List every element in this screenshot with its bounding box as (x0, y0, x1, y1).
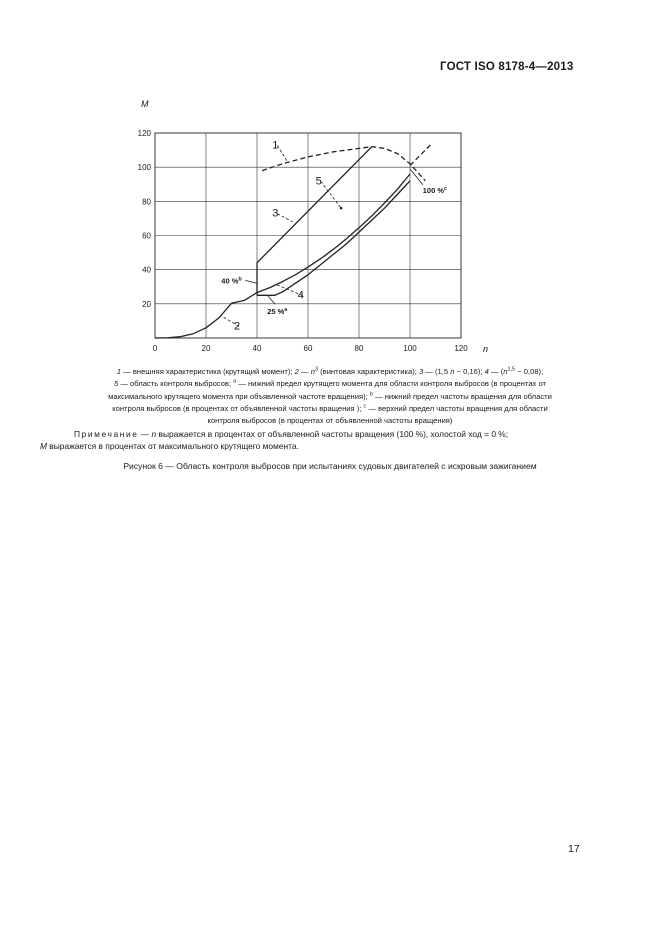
annotation-label (423, 186, 447, 195)
figure-caption: Рисунок 6 — Область контроля выбросов при испытаниях судовых двигателей с искровым зажиганием (123, 461, 537, 471)
document-header: ГОСТ ISO 8178-4—2013 (440, 61, 574, 73)
note-line2: M выражается в процентах от максимального крутящего момента. (40, 441, 299, 452)
y-tick-label: 100 (137, 163, 151, 173)
figure-note (40, 428, 620, 453)
annotation-label (221, 276, 242, 285)
annotation-text: 100 % (422, 185, 445, 195)
x-tick-label: 100 (403, 344, 417, 353)
x-tick-label: 0 (152, 344, 158, 353)
note-label: Примечание (74, 429, 139, 439)
annotation-text: 40 % (221, 276, 239, 286)
y-tick-label: 120 (137, 129, 151, 138)
annotation-label: 4 (297, 289, 304, 302)
series-line-3 (257, 147, 372, 263)
annotation-leader (277, 145, 287, 162)
annotation-leader (267, 295, 275, 304)
annotation-text: 25 % (267, 307, 285, 317)
y-tick-label: 80 (142, 197, 151, 207)
annotation-leader (277, 214, 292, 222)
page-number: 17 (568, 843, 580, 855)
figure-legend (40, 366, 620, 427)
x-tick-label: 40 (252, 344, 262, 353)
chart (0, 0, 661, 360)
x-tick-label: 60 (303, 344, 313, 353)
annotation-leader (245, 280, 257, 283)
legend-line: 1 — внешняя характеристика (крутящий момент); 2 — $n^3$ (винтовая характеристика); 3 — (1,5 n − 0,16); 4 — $(n^{1,5} - 0,08)$; (116, 366, 544, 376)
annotation-label: 5 (315, 175, 322, 188)
x-tick-label: 80 (354, 344, 364, 353)
legend-line: контроля выбросов (в процентах от объявленной частоты вращения ); $^c$ — верхний предел частоты вращения для области (112, 403, 548, 413)
x-axis-label: n (483, 344, 489, 354)
y-tick-label: 60 (142, 231, 151, 241)
series-line-dash-extension (410, 145, 430, 166)
annotation-sup: b (238, 276, 242, 283)
x-tick-label: 120 (454, 344, 468, 353)
annotation-sup: a (284, 307, 288, 314)
legend-line: 5 — область контроля выбросов; $^a$ — нижний предел крутящего момента для области контроля выбросов (в процентах от (114, 378, 546, 389)
legend-line: контроля выбросов (в процентах от объявленной частоты вращения) (207, 416, 453, 426)
legend-line: максимального крутящего момента при объявленной частоте вращения); $^b$ — нижний предел частоты вращения для области (108, 391, 552, 401)
annotation-label: 2 (234, 320, 241, 333)
annotation-label (267, 307, 288, 316)
x-tick-label: 20 (201, 344, 211, 353)
note-line1: — n выражается в процентах от объявленной частоты вращения (100 %), холостой ход = 0 %; (138, 429, 509, 439)
annotation-sup: c (444, 185, 448, 192)
annotation-label: 1 (272, 139, 279, 152)
y-axis-label: M (141, 99, 149, 109)
y-tick-label: 40 (142, 265, 151, 275)
annotation-label: 3 (272, 207, 279, 220)
y-tick-label: 20 (142, 299, 151, 309)
